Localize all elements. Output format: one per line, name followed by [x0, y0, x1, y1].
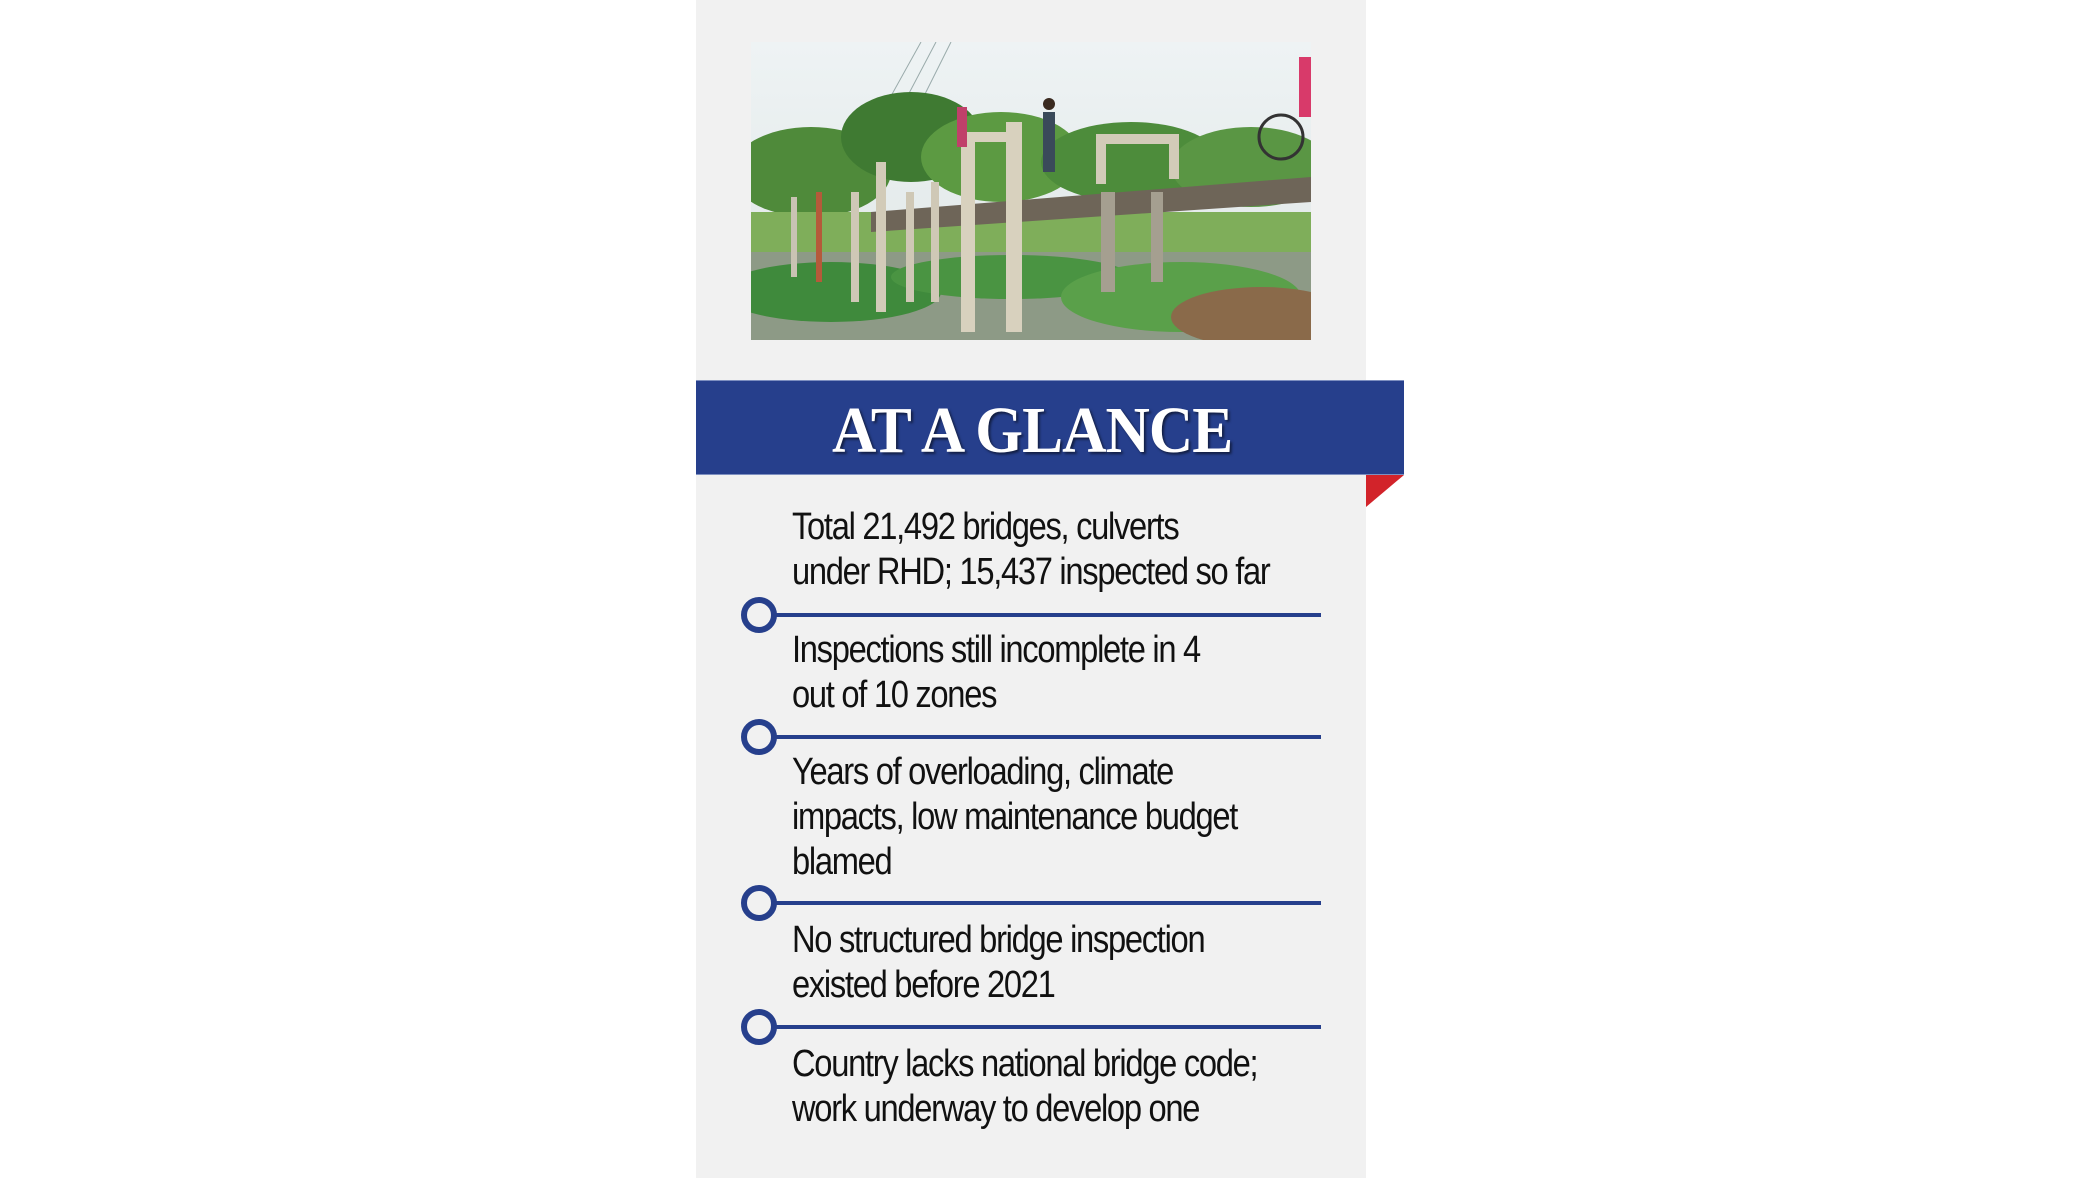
glance-item-line: Country lacks national bridge code; — [792, 1043, 1258, 1085]
glance-item-line: Inspections still incomplete in 4 — [792, 629, 1200, 671]
glance-item-line: Total 21,492 bridges, culverts — [792, 506, 1179, 548]
timeline-node-icon — [741, 719, 777, 755]
banner-title: AT A GLANCE — [831, 393, 1233, 467]
glance-item-line: out of 10 zones — [792, 674, 997, 716]
timeline-line — [775, 1025, 1321, 1029]
at-a-glance-banner — [696, 380, 1404, 475]
timeline-node-icon — [741, 885, 777, 921]
glance-item-3 — [792, 750, 1274, 885]
glance-item-line: work underway to develop one — [792, 1088, 1200, 1130]
glance-item-line: Years of overloading, climate — [792, 751, 1174, 793]
glance-item-1 — [792, 505, 1274, 595]
glance-item-line: impacts, low maintenance budget — [792, 796, 1238, 838]
timeline-node-icon — [741, 1009, 777, 1045]
glance-item-line: blamed — [792, 841, 892, 883]
glance-item-4 — [792, 918, 1274, 1008]
timeline-node-icon — [741, 597, 777, 633]
timeline-separator — [741, 885, 1323, 921]
banner-fold-corner — [1366, 475, 1404, 507]
glance-item-line: existed before 2021 — [792, 964, 1055, 1006]
bridge-photo — [751, 42, 1311, 340]
glance-item-line: under RHD; 15,437 inspected so far — [792, 551, 1270, 593]
timeline-line — [775, 613, 1321, 617]
timeline-separator — [741, 1009, 1323, 1045]
timeline-line — [775, 735, 1321, 739]
timeline-line — [775, 901, 1321, 905]
glance-item-line: No structured bridge inspection — [792, 919, 1205, 961]
glance-item-5 — [792, 1042, 1274, 1132]
bridge-photo-illustration — [751, 42, 1311, 340]
glance-item-2 — [792, 628, 1274, 718]
